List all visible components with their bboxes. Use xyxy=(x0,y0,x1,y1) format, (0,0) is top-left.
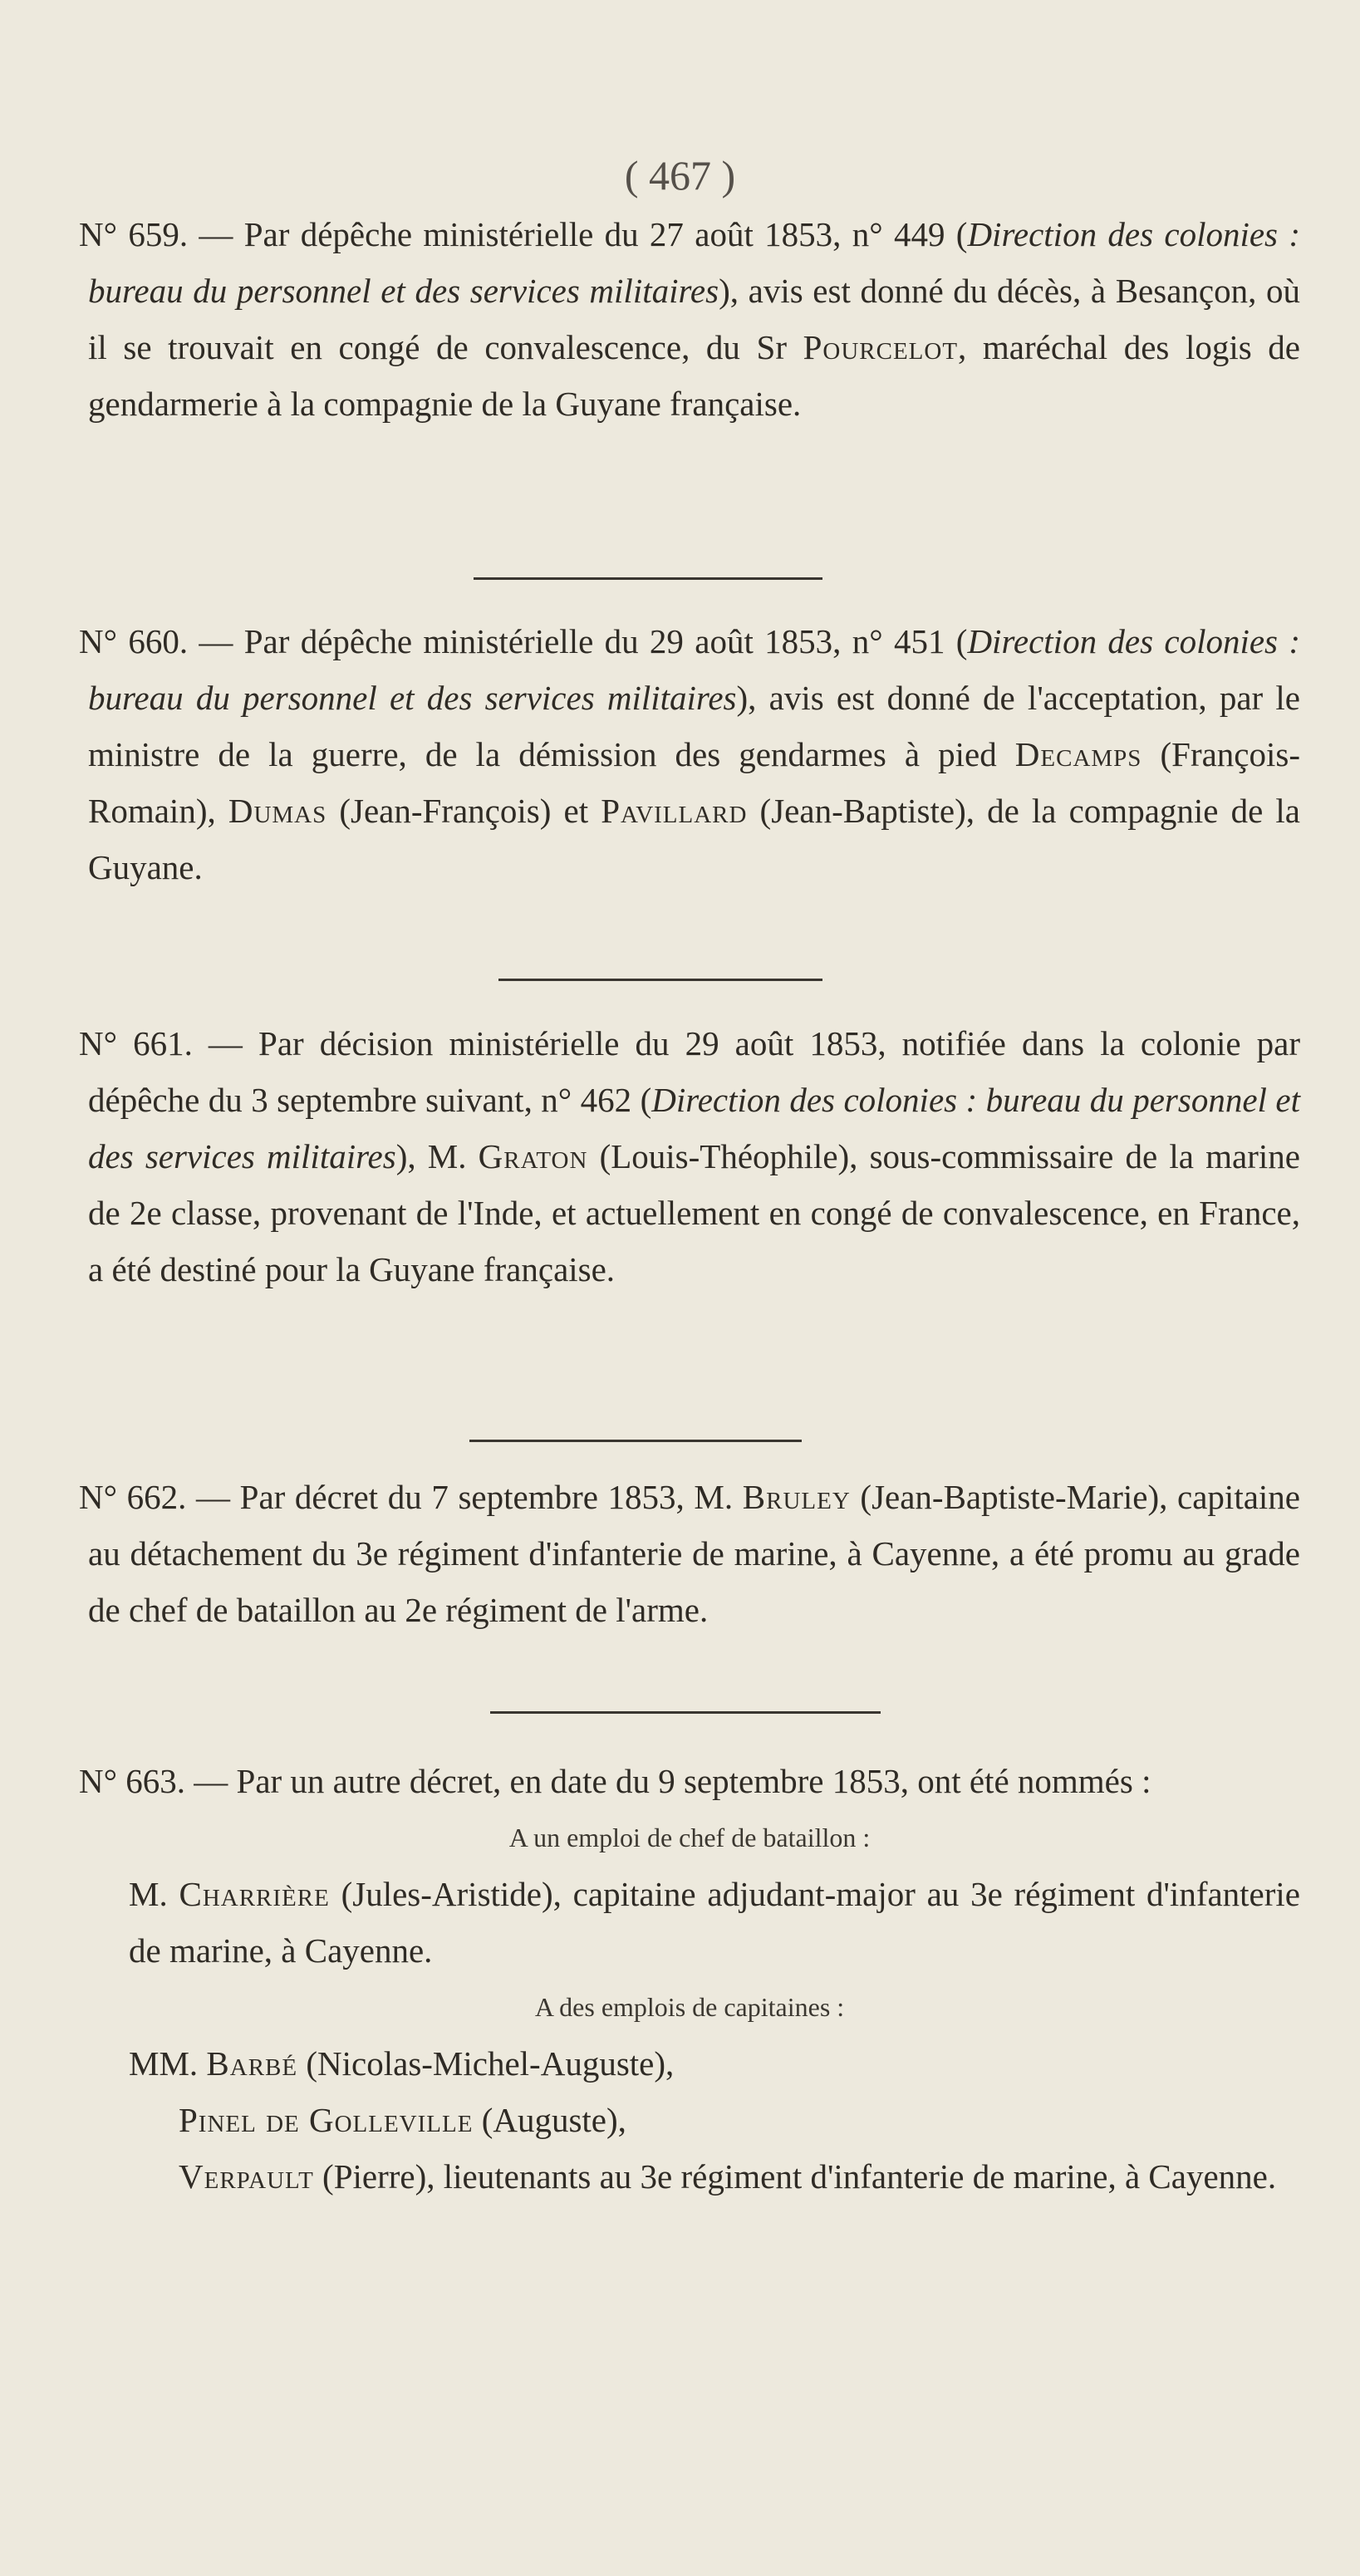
appointment-text: Pinel de Golleville (Auguste), xyxy=(179,2101,626,2139)
person-name: Dumas xyxy=(228,792,327,830)
entry-660 xyxy=(79,613,1300,895)
person-name: Pinel de Golleville xyxy=(179,2101,474,2139)
appointment-text: M. Charrière (Jules-Aristide), capitaine adjudant-major au 3e régiment d'infanterie de marine, à Cayenne. xyxy=(129,1875,1300,1970)
page-number: ( 467 ) xyxy=(624,152,736,199)
entry-659 xyxy=(79,206,1300,432)
entry-text: N° 663. — Par un autre décret, en date du 9 septembre 1853, ont été nommés : xyxy=(79,1762,1151,1800)
appointment-text: Verpault (Pierre), lieutenants au 3e régiment d'infanterie de marine, à Cayenne. xyxy=(179,2157,1277,2196)
entry-number: N° 661. xyxy=(79,1024,193,1062)
person-name: Charrière xyxy=(179,1875,330,1913)
appointment-text: MM. Barbé (Nicolas-Michel-Auguste), xyxy=(129,2044,675,2083)
person-name: Graton xyxy=(478,1137,588,1175)
entry-number: N° 662. xyxy=(79,1478,187,1516)
entry-662 xyxy=(79,1469,1300,1638)
separator-rule xyxy=(469,1440,802,1442)
entry-text: N° 660. — Par dépêche ministérielle du 29 août 1853, n° 451 (Direction des colonies : bureau du personnel et des services militaires), avis est donné de l'acceptation, par le ministre de la guerre, de la démission des gendarmes à pied Decamps (François-Romain), Dumas (Jean-François) et Pavillard (Jean-Baptiste), de la compagnie de la Guyane. xyxy=(79,622,1300,886)
entry-number: N° 663. xyxy=(79,1762,186,1800)
separator-rule xyxy=(474,577,822,580)
person-name: Decamps xyxy=(1014,735,1142,773)
person-name: Pourcelot xyxy=(803,328,959,366)
subheading: A un emploi de chef de bataillon : xyxy=(508,1823,871,1852)
entry-661 xyxy=(79,1015,1300,1298)
separator-rule xyxy=(490,1711,881,1714)
person-name: Verpault xyxy=(179,2157,314,2196)
person-name: Bruley xyxy=(742,1478,851,1516)
subheading: A des emplois de capitaines : xyxy=(534,1992,845,2022)
entry-text: N° 662. — Par décret du 7 septembre 1853, M. Bruley (Jean-Baptiste-Marie), capitaine au détachement du 3e régiment d'infanterie de marine, à Cayenne, a été promu au grade de chef de bataillon au 2e régiment de l'arme. xyxy=(79,1478,1300,1629)
entry-text: N° 661. — Par décision ministérielle du 29 août 1853, notifiée dans la colonie par dépêche du 3 septembre suivant, n° 462 (Direction des colonies : bureau du personnel et des services militaires), M. Graton (Louis-Théophile), sous-commissaire de la marine de 2e classe, provenant de l'Inde, et actuellement en congé de convalescence, en France, a été destiné pour la Guyane française. xyxy=(79,1024,1301,1288)
entry-number: N° 659. xyxy=(79,215,189,253)
entry-number: N° 660. xyxy=(79,622,189,660)
separator-rule xyxy=(498,979,822,981)
entry-663 xyxy=(79,1753,1300,2205)
entry-text: N° 659. — Par dépêche ministérielle du 27 août 1853, n° 449 (Direction des colonies : bureau du personnel et des services militaires), avis est donné du décès, à Besançon, où il se trouvait en congé de convalescence, du Sr Pourcelot, maréchal des logis de gendarmerie à la compagnie de la Guyane française. xyxy=(79,215,1301,423)
person-name: Barbé xyxy=(206,2044,298,2083)
person-name: Pavillard xyxy=(601,792,748,830)
